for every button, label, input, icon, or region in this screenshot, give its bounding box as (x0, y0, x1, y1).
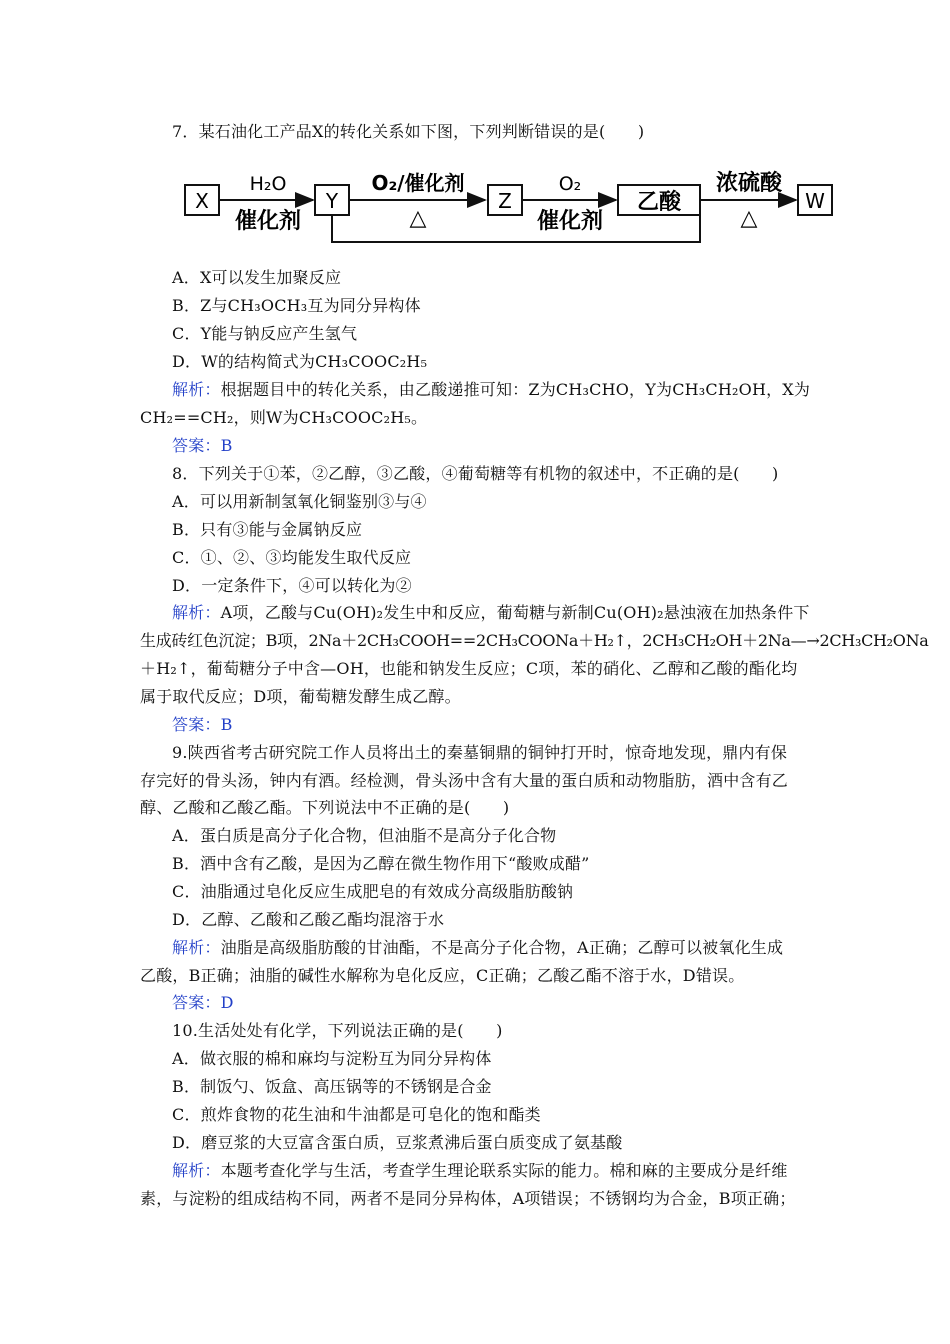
q7-option-a: A．X可以发生加聚反应 (172, 268, 342, 287)
q8-option-c: C．①、②、③均能发生取代反应 (172, 548, 412, 567)
bypass-line (332, 216, 700, 242)
q8-analysis-line3: ＋H₂↑，葡萄糖分子中含—OH，也能和钠发生反应；C项，苯的硝化、乙醇和乙酸的酯化均 (140, 659, 798, 678)
q10-option-c: C．煎炸食物的花生油和牛油都是可皂化的饱和酯类 (172, 1105, 541, 1124)
q9-analysis-line1 (172, 938, 820, 958)
node-w: W (805, 189, 825, 213)
q7-option-c: C．Y能与钠反应产生氢气 (172, 324, 358, 343)
q8-stem: 8．下列关于①苯，②乙醇，③乙酸，④葡萄糖等有机物的叙述中，不正确的是( ) (172, 464, 779, 483)
q7-answer: 答案：B (172, 436, 233, 455)
arrow1-above: H₂O (249, 173, 287, 195)
q7-analysis-label: 解析： (172, 380, 221, 399)
arrow4-above: 浓硫酸 (715, 171, 783, 196)
q7-option-d: D．W的结构简式为CH₃COOC₂H₅ (172, 352, 428, 371)
q7-conversion-diagram (180, 165, 840, 245)
q8-analysis-line2: 生成砖红色沉淀；B项，2Na＋2CH₃COOH==2CH₃COONa＋H₂↑，2CH₃CH₂OH＋2Na—→2CH₃CH₂ONa (140, 631, 929, 650)
q9-stem-line1: 9.陕西省考古研究院工作人员将出土的秦墓铜鼎的铜钟打开时，惊奇地发现，鼎内有保 (172, 743, 788, 762)
q9-analysis-text1: 油脂是高级脂肪酸的甘油酯，不是高分子化合物，A正确；乙醇可以被氧化生成 (220, 938, 784, 957)
q9-option-c: C．油脂通过皂化反应生成肥皂的有效成分高级脂肪酸钠 (172, 882, 574, 901)
q10-stem: 10.生活处处有化学，下列说法正确的是( ) (172, 1021, 503, 1040)
q9-analysis-line2: 乙酸，B正确；油脂的碱性水解称为皂化反应，C正确；乙酸乙酯不溶于水，D错误。 (140, 966, 745, 985)
q9-option-d: D．乙醇、乙酸和乙酸乙酯均混溶于水 (172, 910, 445, 929)
q8-analysis-line4: 属于取代反应；D项，葡萄糖发酵生成乙醇。 (140, 687, 461, 706)
node-z: Z (498, 189, 512, 213)
q8-analysis-line1 (172, 603, 820, 623)
q8-analysis-text1: A项，乙酸与Cu(OH)₂发生中和反应，葡萄糖与新制Cu(OH)₂悬浊液在加热条件下 (220, 603, 810, 622)
arrow1-below: 催化剂 (234, 209, 302, 234)
q10-analysis-text1: 本题考查化学与生活，考查学生理论联系实际的能力。棉和麻的主要成分是纤维 (220, 1161, 788, 1180)
q7-analysis-text1: 根据题目中的转化关系，由乙酸递推可知：Z为CH₃CHO，Y为CH₃CH₂OH，X为 (220, 380, 811, 399)
arrow3-above: O₂ (558, 173, 582, 195)
node-acetic-acid: 乙酸 (636, 190, 682, 215)
q9-option-a: A．蛋白质是高分子化合物，但油脂不是高分子化合物 (172, 826, 557, 845)
arrow2-above: O₂/催化剂 (371, 171, 465, 195)
q7-analysis-line2: CH₂==CH₂，则W为CH₃COOC₂H₅。 (140, 408, 428, 427)
q8-answer: 答案：B (172, 715, 233, 734)
q10-analysis-label: 解析： (172, 1161, 221, 1180)
q9-stem-line2: 存完好的骨头汤，钟内有酒。经检测，骨头汤中含有大量的蛋白质和动物脂肪，酒中含有乙 (140, 771, 789, 790)
arrow3-below: 催化剂 (536, 209, 604, 234)
q9-answer: 答案：D (172, 993, 234, 1012)
arrow4-below: △ (740, 206, 758, 231)
q10-analysis-line2: 素，与淀粉的组成结构不同，两者不是同分异构体，A项错误；不锈钢均为合金，B项正确； (140, 1189, 796, 1208)
q9-stem-line3: 醇、乙酸和乙酸乙酯。下列说法中不正确的是( ) (140, 798, 510, 817)
node-x: X (195, 189, 209, 213)
q10-option-b: B．制饭勺、饭盒、高压锅等的不锈钢是合金 (172, 1077, 492, 1096)
q10-analysis-line1 (172, 1161, 820, 1181)
q10-option-d: D．磨豆浆的大豆富含蛋白质，豆浆煮沸后蛋白质变成了氨基酸 (172, 1133, 623, 1152)
q8-option-b: B．只有③能与金属钠反应 (172, 520, 363, 539)
arrow2-below: △ (409, 206, 427, 231)
q7-analysis-line1 (172, 380, 820, 400)
q8-option-d: D．一定条件下，④可以转化为② (172, 576, 412, 595)
q8-option-a: A．可以用新制氢氧化铜鉴别③与④ (172, 492, 427, 511)
q7-stem: 7．某石油化工产品X的转化关系如下图，下列判断错误的是( ) (172, 122, 645, 141)
q9-option-b: B．酒中含有乙酸，是因为乙醇在微生物作用下“酸败成醋” (172, 854, 590, 873)
q10-option-a: A．做衣服的棉和麻均与淀粉互为同分异构体 (172, 1049, 492, 1068)
node-y: Y (325, 189, 339, 213)
q9-analysis-label: 解析： (172, 938, 221, 957)
q8-analysis-label: 解析： (172, 603, 221, 622)
q7-option-b: B．Z与CH₃OCH₃互为同分异构体 (172, 296, 421, 315)
